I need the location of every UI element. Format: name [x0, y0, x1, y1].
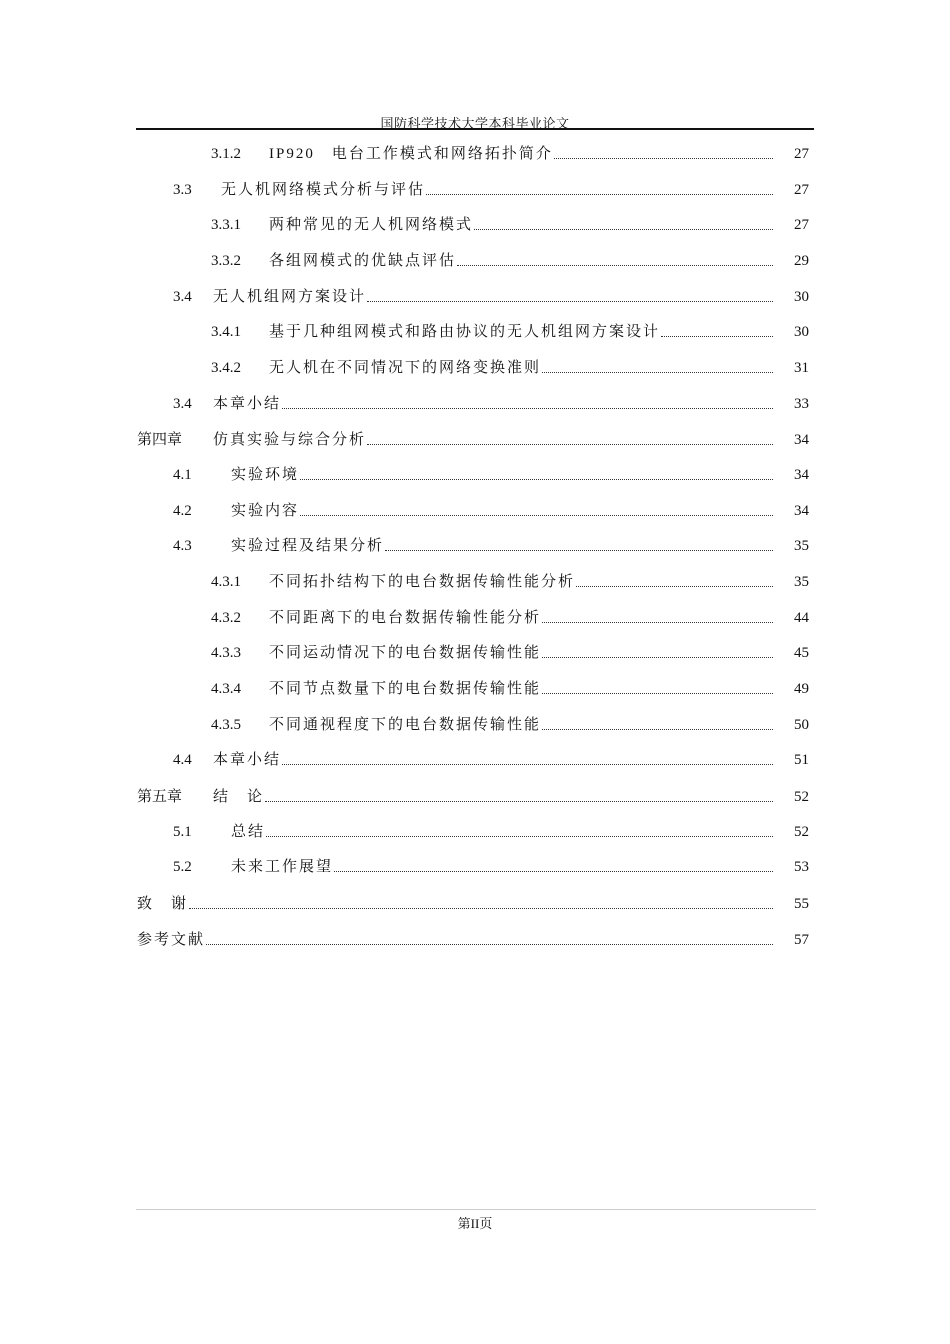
toc-entry-number: 4.3 — [173, 538, 192, 554]
toc-entry[interactable] — [137, 893, 776, 915]
toc-entry-title: IP920 电台工作模式和网络拓扑简介 — [269, 146, 553, 162]
toc-entry-number: 3.3.2 — [211, 253, 241, 269]
toc-dot-leader — [334, 871, 773, 872]
toc-entry[interactable] — [137, 929, 776, 951]
toc-entry[interactable] — [211, 571, 776, 593]
toc-entry-title: 本章小结 — [213, 396, 282, 412]
toc-dot-leader — [542, 729, 773, 730]
toc-entry-title: 无人机网络模式分析与评估 — [221, 182, 426, 198]
toc-dot-leader — [266, 836, 773, 837]
toc-entry-page: 35 — [794, 538, 809, 554]
toc-dot-leader — [206, 944, 773, 945]
toc-entry-number: 4.3.3 — [211, 645, 241, 661]
toc-dot-leader — [542, 693, 773, 694]
toc-entry[interactable] — [173, 393, 776, 415]
toc-entry[interactable] — [211, 357, 776, 379]
toc-entry-page: 50 — [794, 717, 809, 733]
toc-entry-title: 实验内容 — [231, 503, 300, 519]
toc-entry-title: 无人机在不同情况下的网络变换准则 — [269, 360, 542, 376]
toc-entry-title: 本章小结 — [213, 752, 282, 768]
toc-entry-number: 3.3.1 — [211, 217, 241, 233]
toc-entry-number: 3.1.2 — [211, 146, 241, 162]
toc-entry-page: 44 — [794, 610, 809, 626]
toc-entry[interactable] — [173, 464, 776, 486]
toc-entry[interactable] — [137, 429, 776, 451]
toc-entry-number: 4.3.4 — [211, 681, 241, 697]
toc-entry-title: 不同距离下的电台数据传输性能分析 — [269, 610, 542, 626]
toc-entry[interactable] — [173, 821, 776, 843]
toc-dot-leader — [282, 764, 773, 765]
toc-entry-number: 3.4 — [173, 396, 192, 412]
toc-dot-leader — [367, 301, 773, 302]
toc-entry-page: 52 — [794, 789, 809, 805]
toc-entry-title: 总结 — [231, 824, 266, 840]
toc-entry-title: 不同通视程度下的电台数据传输性能 — [269, 717, 542, 733]
toc-entry-page: 53 — [794, 859, 809, 875]
toc-entry-page: 52 — [794, 824, 809, 840]
toc-entry-title: 未来工作展望 — [231, 859, 334, 875]
toc-entry-number: 4.4 — [173, 752, 192, 768]
toc-entry[interactable] — [173, 856, 776, 878]
toc-entry-title: 不同运动情况下的电台数据传输性能 — [269, 645, 542, 661]
page-number: 第II页 — [457, 1216, 493, 1231]
toc-entry-title: 结 论 — [213, 789, 265, 805]
toc-entry[interactable] — [211, 714, 776, 736]
toc-entry-page: 30 — [794, 289, 809, 305]
toc-entry[interactable] — [211, 642, 776, 664]
toc-entry-number: 3.3 — [173, 182, 192, 198]
toc-dot-leader — [300, 479, 773, 480]
toc-entry[interactable] — [173, 179, 776, 201]
toc-entry-title: 基于几种组网模式和路由协议的无人机组网方案设计 — [269, 324, 661, 340]
toc-entry[interactable] — [173, 286, 776, 308]
toc-dot-leader — [542, 657, 773, 658]
toc-entry-page: 29 — [794, 253, 809, 269]
toc-entry-page: 57 — [794, 932, 809, 948]
toc-entry[interactable] — [211, 214, 776, 236]
toc-entry-number: 3.4.2 — [211, 360, 241, 376]
toc-dot-leader — [542, 372, 773, 373]
toc-dot-leader — [385, 550, 773, 551]
toc-entry-number: 4.3.5 — [211, 717, 241, 733]
toc-entry-title: 不同节点数量下的电台数据传输性能 — [269, 681, 542, 697]
toc-entry-title: 仿真实验与综合分析 — [213, 432, 367, 448]
toc-entry-page: 27 — [794, 182, 809, 198]
toc-dot-leader — [474, 229, 773, 230]
footer-rule — [136, 1209, 816, 1210]
toc-entry-page: 34 — [794, 503, 809, 519]
toc-entry-title: 各组网模式的优缺点评估 — [269, 253, 457, 269]
toc-entry[interactable] — [211, 250, 776, 272]
toc-entry-page: 34 — [794, 467, 809, 483]
toc-entry-page: 31 — [794, 360, 809, 376]
toc-entry[interactable] — [173, 500, 776, 522]
toc-dot-leader — [367, 444, 773, 445]
toc-entry-page: 34 — [794, 432, 809, 448]
toc-entry-number: 第四章 — [137, 432, 183, 448]
toc-entry-title: 两种常见的无人机网络模式 — [269, 217, 474, 233]
toc-dot-leader — [457, 265, 773, 266]
toc-entry[interactable] — [137, 786, 776, 808]
toc-entry-number: 4.1 — [173, 467, 192, 483]
toc-entry[interactable] — [173, 535, 776, 557]
toc-entry-page: 35 — [794, 574, 809, 590]
toc-entry[interactable] — [211, 607, 776, 629]
toc-entry-page: 27 — [794, 217, 809, 233]
toc-dot-leader — [576, 586, 773, 587]
toc-entry-number: 5.2 — [173, 859, 192, 875]
toc-entry-title: 实验过程及结果分析 — [231, 538, 385, 554]
toc-entry-page: 51 — [794, 752, 809, 768]
toc-dot-leader — [265, 801, 773, 802]
toc-entry-number: 3.4 — [173, 289, 192, 305]
toc-entry-title: 不同拓扑结构下的电台数据传输性能分析 — [269, 574, 576, 590]
toc-entry-number: 4.3.1 — [211, 574, 241, 590]
toc-dot-leader — [189, 908, 773, 909]
toc-entry-page: 33 — [794, 396, 809, 412]
toc-entry-page: 45 — [794, 645, 809, 661]
toc-entry-number: 5.1 — [173, 824, 192, 840]
toc-entry[interactable] — [173, 749, 776, 771]
toc-dot-leader — [300, 515, 773, 516]
toc-entry-number: 3.4.1 — [211, 324, 241, 340]
toc-dot-leader — [554, 158, 773, 159]
toc-entry[interactable] — [211, 321, 776, 343]
running-header: 国防科学技术大学本科毕业论文 — [380, 116, 570, 131]
toc-entry-title: 致 谢 — [137, 896, 189, 912]
toc-entry-page: 49 — [794, 681, 809, 697]
toc-entry-page: 27 — [794, 146, 809, 162]
toc-dot-leader — [661, 336, 773, 337]
toc-dot-leader — [542, 622, 773, 623]
toc-entry[interactable] — [211, 678, 776, 700]
toc-entry-page: 30 — [794, 324, 809, 340]
toc-entry-number: 第五章 — [137, 789, 183, 805]
toc-dot-leader — [426, 194, 773, 195]
toc-dot-leader — [282, 408, 773, 409]
toc-entry-title: 参考文献 — [137, 932, 206, 948]
toc-entry-number: 4.3.2 — [211, 610, 241, 626]
toc-entry-title: 实验环境 — [231, 467, 300, 483]
toc-entry[interactable] — [211, 143, 776, 165]
toc-entry-title: 无人机组网方案设计 — [213, 289, 367, 305]
toc-entry-number: 4.2 — [173, 503, 192, 519]
toc-entry-page: 55 — [794, 896, 809, 912]
